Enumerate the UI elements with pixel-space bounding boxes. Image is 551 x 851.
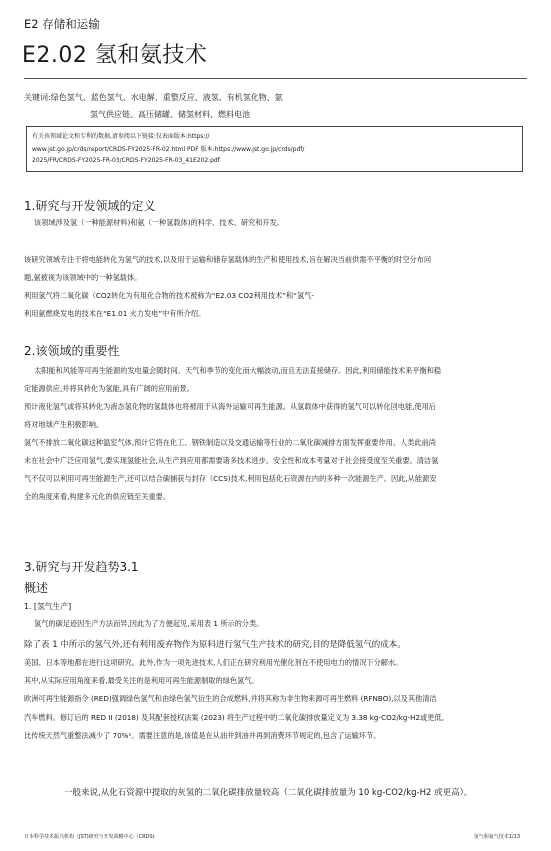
- title-divider: [24, 78, 527, 79]
- page-title: E2.02 氢和氨技术: [22, 43, 208, 68]
- section-3-heading: 3.研究与开发趋势3.1: [24, 560, 139, 574]
- section-3-paragraph: 美国、日本等地都在进行这项研究。此外,作为一项先进技术,人们正在研究利用光催化剂在不使用电力的情况下分解水。: [24, 658, 403, 667]
- section-2-paragraph: 未在社会中广泛应用氢气,要实现氢能社会,从生产到应用都需要诸多技术进步。安全性和成本考量对于社会接受度至关重要。清洁氢: [24, 456, 439, 465]
- footer-page-number: 氢气和氨气技术1/13: [473, 834, 520, 840]
- section-3-paragraph: 比传统天然气重整法减少了 70%¹。需要注意的是,该值是在从油井到油井再到消费环节规定的,包含了运输环节。: [24, 731, 381, 740]
- section-2-paragraph: 氢气不排放二氧化碳这种温室气体,预计它将在化工、钢铁制造以及交通运输等行业的二氧化碳减排方面发挥重要作用。人类此前尚: [24, 438, 436, 447]
- section-1-paragraph: 利用氢气将二氧化碳（CO2转化为有用化合物的技术被称为“E2.03 CO2利用技术”和“氢气-: [24, 291, 314, 300]
- section-3-subheading: 概述: [24, 581, 49, 595]
- section-2-paragraph: 预计液化氢气或将其转化为液态氢化物的氢载体也将被用于从海外运输可再生能源。从氢载体中获得的氢气可以转化回电能,使用后: [24, 402, 436, 411]
- section-2-heading: 2.该领域的重要性: [24, 344, 120, 358]
- reference-link-line-3[interactable]: 2025/FR/CRDS-FY2025-FR-03/CRDS-FY2025-FR-03_41E202.pdf: [32, 157, 220, 164]
- section-2-paragraph: 气不仅可以利用可再生能源生产,还可以结合碳捕获与封存（CCS)技术,利用包括化石资源在内的多种一次能源生产。因此,从能源安: [24, 474, 437, 483]
- section-3-paragraph: 一般来说,从化石资源中提取的灰氢的二氧化碳排放量较高（二氧化碳排放量为 10 kg-CO2/kg-H2 或更高）。: [64, 788, 473, 798]
- section-1-paragraph: 该研究领域专注于将电能转化为氢气的技术,以及用于运输和储存氢载体的生产和使用技术,旨在解决当前供需不平衡的时空分布问: [24, 255, 432, 264]
- footer-source: 日本科学技术振兴机构（JST)研究与开发战略中心（CRDS): [24, 834, 155, 840]
- section-3-paragraph: 其中,从实际应用角度来看,最受关注的是利用可再生能源制取的绿色氢气。: [24, 676, 259, 685]
- section-2-paragraph: 全的角度来看,构建多元化的供应链至关重要。: [24, 492, 171, 501]
- section-2-paragraph: 太阳能和风能等可再生能源的发电量会随时间、天气和季节的变化而大幅波动,而且无法直接储存。因此,利用储能技术来平衡和稳: [34, 366, 442, 375]
- section-2-paragraph: 定能源供应,并将其转化为氢能,具有广阔的应用前景。: [24, 384, 194, 393]
- section-1-paragraph: 该领域涉及氢（一种能源材料)和氨（一种氢载体)的科学、技术、研究和开发。: [34, 218, 284, 227]
- reference-line-1: 有关该领域论文和专利的数据,请参阅以下链接:仅表面版本:https://: [32, 133, 210, 140]
- hydrogen-production-label: 1. [氢气生产]: [24, 602, 72, 611]
- reference-link-line-2[interactable]: www.jst.go.jp/crds/report/CRDS-FY2025-FR-02.html PDF 版本:https://www.jst.go.jp/crds/pdf/: [32, 146, 305, 153]
- section-3-paragraph: 氢气的碳足迹因生产方法而异,因此为了方便起见,采用表 1 所示的分类。: [34, 619, 264, 628]
- keywords-line-1: 关键词:绿色氢气、蓝色氢气、水电解、重整反应、液氢、有机氢化物、氨: [24, 93, 283, 102]
- section-label: E2 存储和运输: [24, 17, 100, 31]
- section-2-paragraph: 将对地球产生积极影响。: [24, 420, 104, 429]
- section-3-paragraph: 汽车燃料。修订后的 RED II (2018) 及其配套授权法案 (2023) 将生产过程中的二氧化碳排放量定义为 3.38 kg-CO2/kg-H2或更低,: [24, 713, 444, 722]
- section-1-paragraph: 利用氨燃烧发电的技术在“E1.01 火力发电”中有所介绍。: [24, 309, 206, 318]
- section-3-paragraph: 欧洲可再生能源指令 (RED)强调绿色氢气和由绿色氢气衍生的合成燃料,并将其称为非生物来源可再生燃料 (RFNBO),以及其他清洁: [24, 694, 437, 703]
- section-1-paragraph: 题,氨被视为该领域中的一种氢载体。: [24, 273, 142, 282]
- section-1-heading: 1.研究与开发领域的定义: [24, 199, 156, 213]
- section-3-paragraph: 除了表 1 中所示的氢气外,还有利用废弃物作为原料进行氢气生产技术的研究,目的是降低氢气的成本。: [24, 640, 406, 650]
- keywords-line-2: 氢气供应链、高压储罐、储氢材料、燃料电池: [90, 110, 250, 119]
